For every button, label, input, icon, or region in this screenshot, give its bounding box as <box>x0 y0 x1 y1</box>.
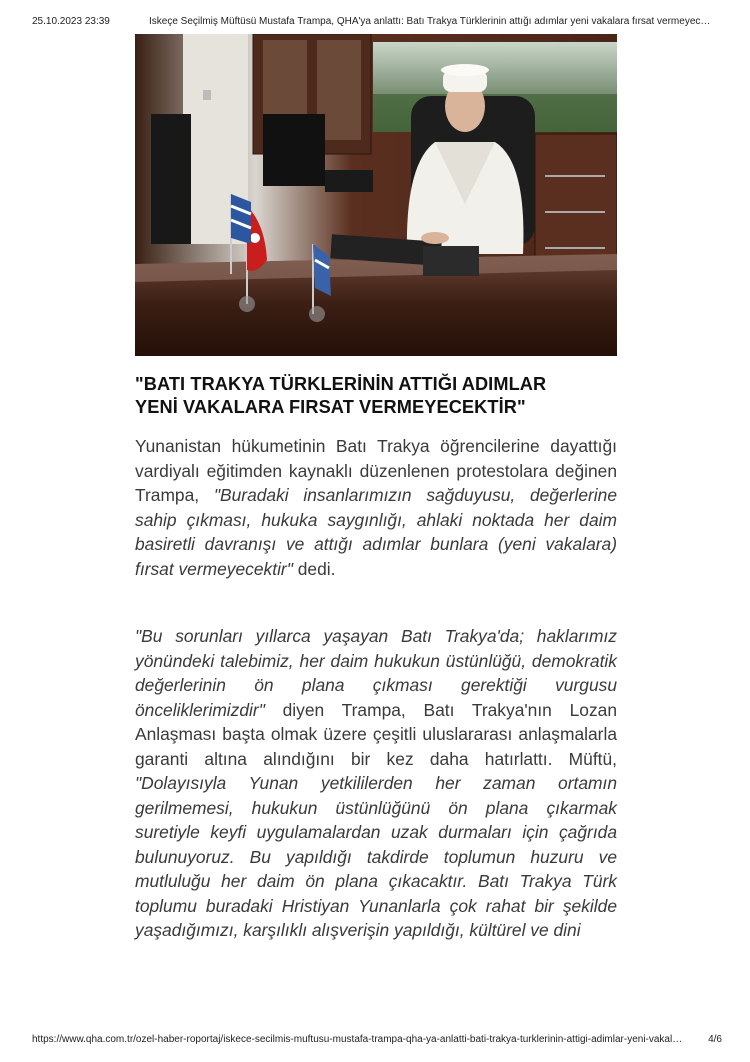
article-photo <box>135 34 617 356</box>
photo-mufti-at-desk-icon <box>135 34 617 356</box>
article-headline <box>135 373 617 419</box>
print-datetime: 25.10.2023 23:39 <box>32 16 110 27</box>
paragraph-quote: "Dolayısıyla Yunan yetkililerden her zaman ortamın gerilmemesi, hukukun üstünlüğünü ön plana çıkarmak suretiyle keyfi uygulamalardan uzak durmaları için çağrıda bulunuyoruz. Bu yapıldığı takdirde toplumun huzuru ve mutluluğu her daim ön plana çıkacaktır. Batı Trakya Türk toplumu buradaki Hristiyan Yunanlarla çok rahat bir şekilde yaşadığımızı, karşılıklı alışverişin yapıldığı, kültürel ve dini <box>135 773 617 940</box>
print-header <box>32 16 722 30</box>
article-paragraph-2 <box>135 624 617 943</box>
article-paragraph-1 <box>135 434 617 581</box>
paragraph-quote: "Bu sorunları yıllarca yaşayan Batı Trakya'da; haklarımız yönündeki talebimiz, her daim hukukun üstünlüğü, demokratik değerlerinin ön plana çıkması gerektiği vurgusu önceliklerimizdir" <box>135 626 617 720</box>
headline-line-2: YENİ VAKALARA FIRSAT VERMEYECEKTİR" <box>135 397 526 417</box>
headline-line-1: "BATI TRAKYA TÜRKLERİNİN ATTIĞI ADIMLAR <box>135 374 547 394</box>
paragraph-text: dedi. <box>292 558 336 579</box>
print-page-title: İskeçe Seçilmiş Müftüsü Mustafa Trampa, QHA'ya anlattı: Batı Trakya Türklerinin attığı adımlar yeni vakalara fırsat vermeyec… <box>149 16 711 27</box>
print-url: https://www.qha.com.tr/ozel-haber-roportaj/iskece-secilmis-muftusu-mustafa-trampa-qha-ya-anlatti-bati-trakya-turklerinin-attigi-adimlar-yeni-vakal… <box>32 1034 683 1045</box>
paragraph-text: Yunanistan hükumetinin Batı Trakya öğrencilerine dayattığı vardiyalı eğitimden kaynaklı düzenlenen protestolara değinen Trampa, <box>135 436 617 505</box>
paragraph-text: diyen Trampa, Batı Trakya'nın Lozan Anlaşması başta olmak üzere çeşitli uluslararası anlaşmalarla garanti altına alındığını bir kez daha hatırlattı. Müftü, <box>135 699 617 769</box>
print-footer <box>32 1034 722 1048</box>
print-page-number: 4/6 <box>708 1034 722 1045</box>
paragraph-quote: "Buradaki insanlarımızın sağduyusu, değerlerine sahip çıkması, hukuka saygınlığı, ahlaki noktada her daim basiretli davranışı ve attığı adımlar bunlara (yeni vakalara) fırsat vermeyecektir" <box>135 485 617 579</box>
